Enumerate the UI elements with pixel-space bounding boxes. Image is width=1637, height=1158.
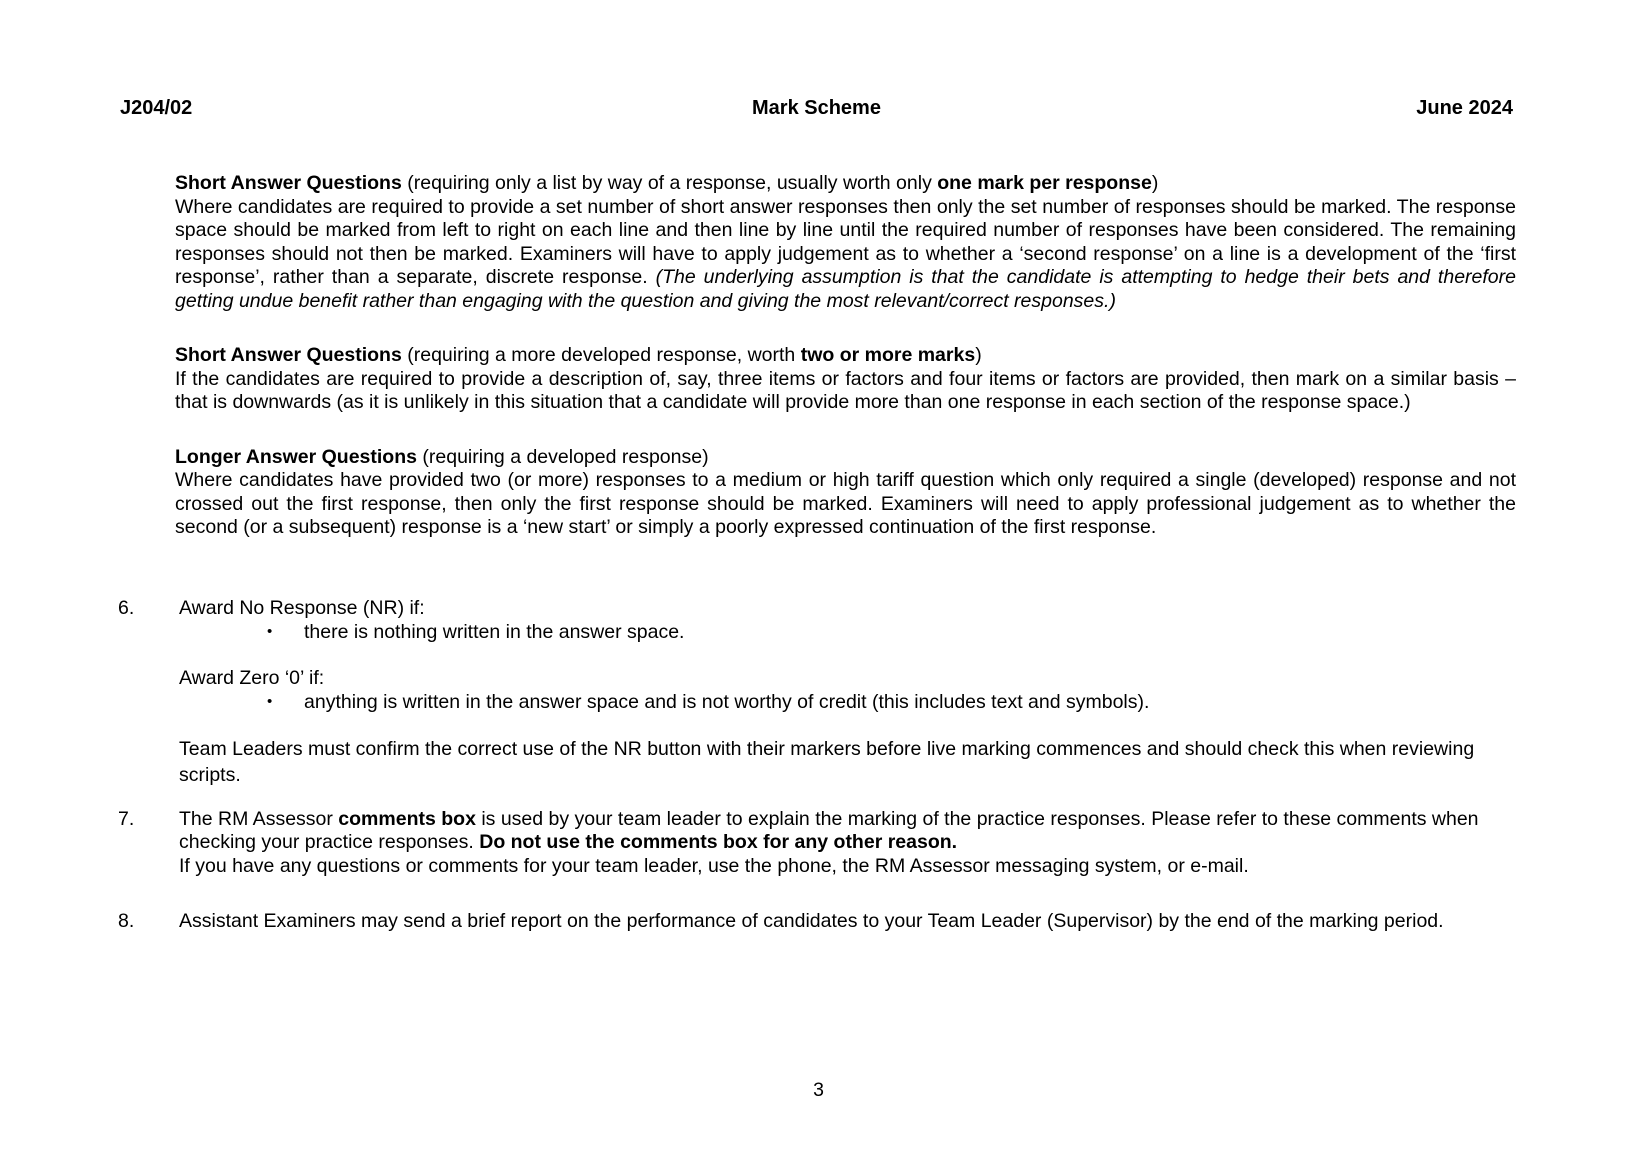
para-short-answer-developed	[175, 344, 1516, 415]
short-answer-list-heading-close: )	[1151, 172, 1159, 194]
short-answer-developed-body: If the candidates are required to provide a description of, say, three items or factors and four items or factors are provided, then mark on a similar basis – that is downwards (as it is unlikely in this situation that a candidate will provide more than one response in each section of the response space.)	[175, 367, 1516, 413]
item-7-body	[179, 808, 1516, 879]
para-longer-answer	[175, 446, 1516, 540]
item-7-text-run-2: is used by your team leader to explain the marking of the practice responses. Please refer to these comments when checking your practice responses.	[179, 807, 1479, 853]
list-item-8	[118, 909, 1516, 934]
short-answer-developed-heading-text: (requiring a more developed response, worth	[401, 344, 801, 366]
list-item-7	[118, 807, 1516, 879]
list-item-6	[118, 596, 1516, 788]
item-6-body	[179, 596, 1516, 788]
item-6-note: Team Leaders must confirm the correct use of the NR button with their markers before live marking commences and should check this when reviewing scripts.	[179, 737, 1475, 786]
longer-answer-body: Where candidates have provided two (or more) responses to a medium or high tariff question which only required a single (developed) response and not crossed out the first response, then only the first response should be marked. Examiners will need to apply professional judgement as to whether the second (or a subsequent) response is a ‘new start’ or simply a poorly expressed continuation of the first response.	[175, 469, 1516, 538]
item-8-number: 8.	[118, 910, 135, 932]
item-7-text-run-1: The RM Assessor	[179, 807, 339, 830]
item-6-bullet-row-2	[179, 690, 1516, 714]
longer-answer-heading: Longer Answer Questions	[175, 445, 417, 468]
short-answer-developed-heading: Short Answer Questions	[175, 344, 402, 366]
item-6-number: 6.	[118, 596, 135, 619]
page-title: Mark Scheme	[752, 97, 881, 119]
bullet-icon: •	[267, 692, 273, 710]
item-7-text-run-3: If you have any questions or comments for your team leader, use the phone, the RM Assessor messaging system, or e-mail.	[179, 854, 1249, 877]
item-6-bullet-row-1	[179, 620, 1516, 644]
item-6-bullet-1-text: there is nothing written in the answer space.	[304, 620, 685, 643]
one-mark-per-response-bold: one mark per response	[937, 172, 1152, 194]
page-number: 3	[813, 1079, 824, 1101]
para-short-answer-list	[175, 172, 1516, 313]
doc-code: J204/02	[120, 97, 193, 119]
bullet-icon: •	[267, 622, 273, 640]
page-footer	[0, 1078, 1637, 1102]
doc-date: June 2024	[1416, 97, 1513, 119]
document-body	[118, 172, 1516, 934]
short-answer-list-body: Where candidates are required to provide a set number of short answer responses then only the set number of responses should be marked. The response space should be marked from left to right on each line and then line by line until the required number of responses have been considered. The remaining responses should not then be marked. Examiners will have to apply judgement as to whether a ‘second response’ on a line is a development of the ‘first response’, rather than a separate, discrete response.	[175, 195, 1516, 288]
item-6-intro: Award No Response (NR) if:	[179, 596, 425, 619]
short-answer-list-italic-note: (The underlying assumption is that the candidate is attempting to hedge their bets and therefore getting undue benefit rather than engaging with the question and giving the most relevant/correct responses.)	[175, 266, 1516, 312]
item-6-sub-intro: Award Zero ‘0’ if:	[179, 666, 325, 689]
item-6-bullet-2-text: anything is written in the answer space and is not worthy of credit (this includes text and symbols).	[304, 690, 1150, 713]
comments-box-bold: comments box	[338, 807, 476, 830]
item-7-number: 7.	[118, 807, 135, 830]
short-answer-list-heading: Short Answer Questions	[175, 172, 402, 194]
item-8-body	[179, 909, 1516, 934]
page-header	[120, 96, 1513, 120]
longer-answer-heading-text: (requiring a developed response)	[416, 445, 709, 468]
item-7-text	[179, 808, 1516, 879]
item-8-text: Assistant Examiners may send a brief report on the performance of candidates to your Team Leader (Supervisor) by the end of the marking period.	[179, 910, 1444, 932]
do-not-use-comments-box-bold: Do not use the comments box for any other reason.	[479, 831, 958, 853]
two-or-more-marks-bold: two or more marks	[800, 344, 976, 366]
short-answer-developed-heading-close: )	[975, 344, 982, 366]
short-answer-list-heading-text: (requiring only a list by way of a response, usually worth only	[401, 172, 938, 194]
